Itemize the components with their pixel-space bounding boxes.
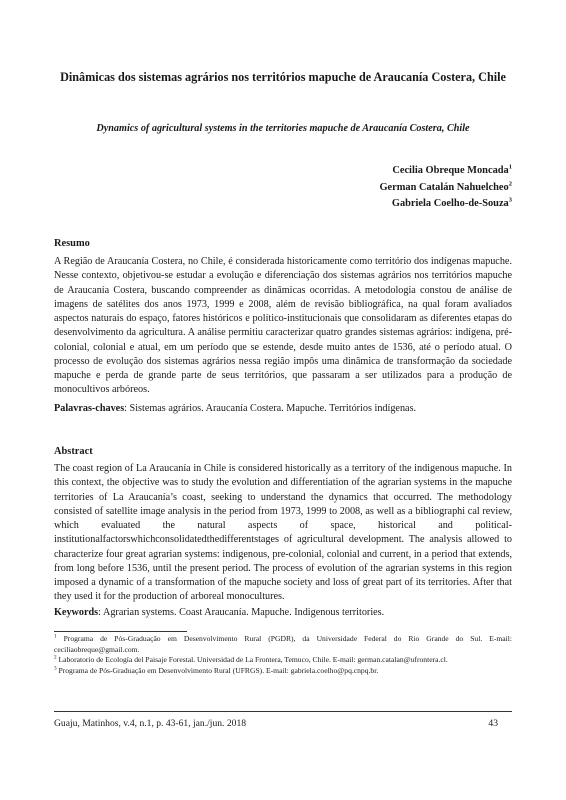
author-list [212,163,512,213]
journal-citation: Guaju, Matinhos, v.4, n.1, p. 43-61, jan./jun. 2018 [54,718,247,729]
resumo-keywords [54,402,512,416]
resumo-heading: Resumo [54,238,90,249]
footnote-text: Programa de Pós-Graduação em Desenvolvimento Rural (UFRGS). E-mail: gabriela.coelho@pq.cnpq.br. [56,665,379,675]
keywords-text: : Agrarian systems. Coast Araucanía. Mapuche. Indigenous territories. [98,607,385,618]
page-number: 43 [488,718,498,729]
footnotes [54,634,512,676]
author-mark: 3 [508,196,512,204]
abstract-heading: Abstract [54,446,93,457]
footnote-text: Programa de Pós-Graduação em Desenvolvimento Rural (PGDR), da Universidade Federal do Rio Grande do Sul. E-mail: ceciliaobreque@gmail.com. [54,634,512,654]
abstract-body: The coast region of La Araucanía in Chile is considered historically as a territory of the indigenous mapuche. In this context, the objective was to study the evolution and differentiation of the agrarian systems in the mapuche territories of La Araucanía’s coast, seeking to understand the dynamics that occurred. The methodology consisted of satellite image analysis in the period from 1973, 1999 to 2008, as well as a bibliographi cal review, which evaluated the natural aspects of space, historical and political-institutionalfactorswhichconsolidatedthedifferentstages of agricultural development. The analysis allowed to characterize four great agrarian systems: indigenous, pre-colonial, colonial and current, in a period that extends, from long before 1536, until the present period. The process of evolution of the agrarian systems in this region imposed a dynamic of a transformation of the mapuche society and loss of great part of its territories. After that they used it for the production of arboreal monocultures. [54,463,512,603]
paper-title: Dinâmicas dos sistemas agrários nos territórios mapuche de Araucanía Costera, Chile [60,70,506,84]
footnote [54,634,512,655]
author-mark: 2 [508,180,512,188]
resumo-body: A Região de Araucanía Costera, no Chile, é considerada historicamente como território dos indígenas mapuche. Nesse contexto, objetivou-se estudar a evolução e diferenciação dos sistemas agrários nos territórios mapuche de Araucanía Costera, buscando compreender as dinâmicas ocorridas. A metodologia constou de análise de imagens de satélites dos anos 1973, 1999 e 2008, além de revisão bibliográfica, na qual foram avaliados aspectos naturais do espaço, fatores históricos e político-institucionais que consolidaram as diferentes etapas do desenvolvimento da agricultura. A análise permitiu caracterizar quatro grandes sistemas agrários: indígena, pré-colonial, colonial e atual, em um período que se estende, desde muito antes de 1536, até o período atual. O processo de evolução dos sistemas agrários nessa região impôs uma dinâmica de transformação da sociedade mapuche e perda de grande parte de seus territórios, que passaram a ser utilizados para a produção de monocultivos arbóreos. [54,256,512,396]
author-mark: 1 [508,163,512,171]
author [212,196,512,213]
footer-divider [54,711,512,712]
footnote [54,666,512,677]
footnote-mark: 2 [54,654,57,661]
footnote [54,655,512,666]
keywords-text: : Sistemas agrários. Araucanía Costera. Mapuche. Territórios indígenas. [124,403,417,414]
author-name: Cecilia Obreque Moncada [392,165,509,176]
footnote-text: Laboratorio de Ecología del Paisaje Forestal. Universidad de La Frontera, Temuco, Chile. E-mail: german.catalan@ufrontera.cl. [56,655,448,665]
footnote-mark: 3 [54,665,57,672]
footnote-mark: 1 [54,633,57,640]
author-name: Gabriela Coelho-de-Souza [391,198,509,210]
paper-subtitle: Dynamics of agricultural systems in the territories mapuche de Araucanía Costera, Chile [96,123,470,134]
footnote-divider [54,631,187,632]
author-name: German Catalán Nahuelcheo [379,181,509,193]
abstract-keywords [54,606,512,620]
keywords-label: Keywords [54,607,99,618]
keywords-label: Palavras-chaves [54,403,125,414]
author [212,163,512,180]
page-footer [54,718,512,730]
author [212,180,512,197]
